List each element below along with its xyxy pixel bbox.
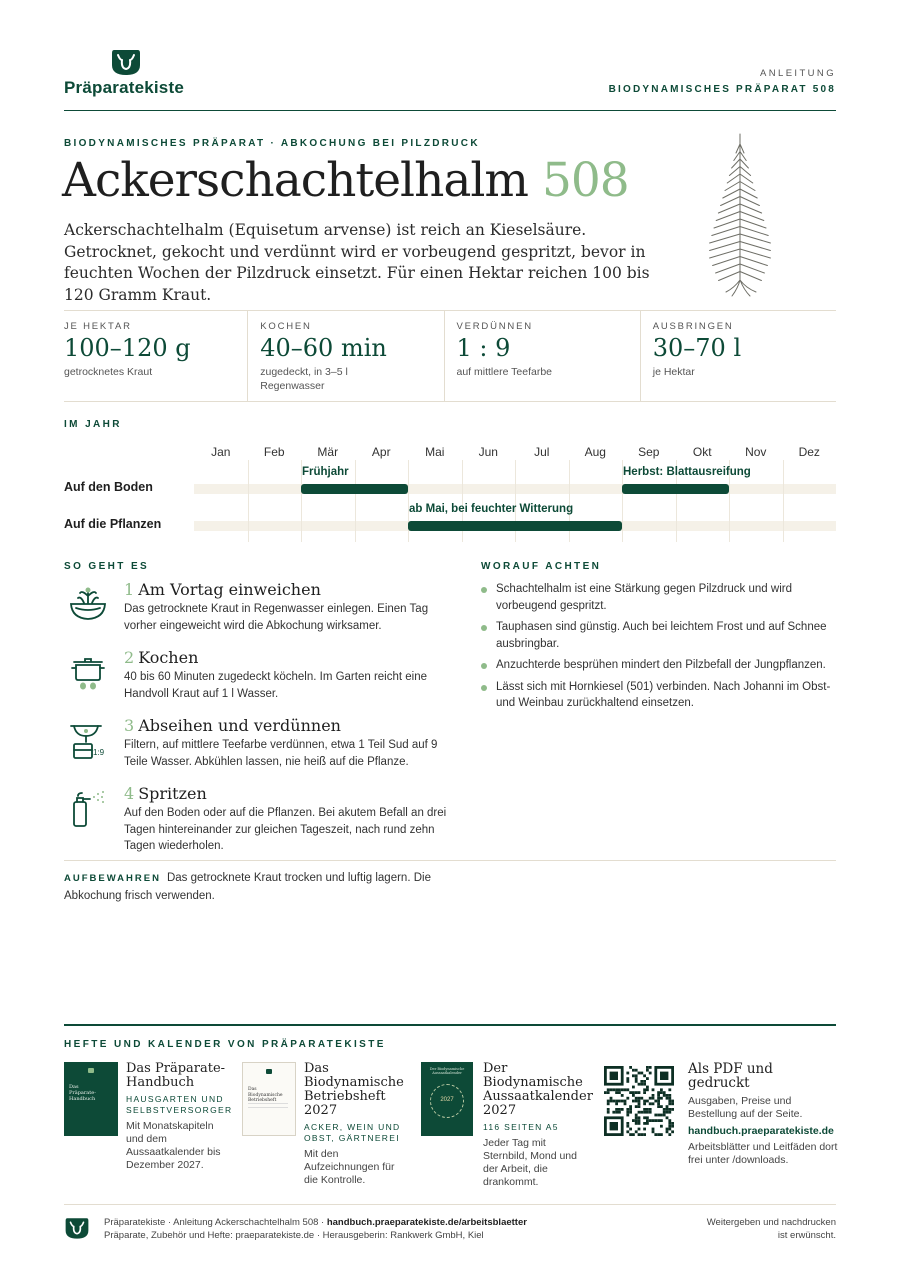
footer-right-line: Weitergeben und nachdrucken [706,1217,836,1228]
stat-note: auf mittlere Teefarbe [456,366,553,378]
calendar-month: Dez [798,445,820,459]
calendar-month: Jun [478,445,498,459]
note-item: Tauphasen sind günstig. Auch bei leichtem Frost und auf Schnee ausbringbar. [481,619,836,652]
calendar-month: Okt [692,445,712,459]
step-number: 3 [124,716,135,735]
storage-text: Das getrocknete Kraut trocken und luftig lagern. Die Abkochung frisch verwenden. [64,872,431,902]
aussaatkalender-cover [421,1062,473,1136]
qr-code-icon[interactable] [604,1066,674,1136]
stat-dilution [445,311,641,401]
betriebsheft-cover [242,1062,296,1136]
stat-label: AUSBRINGEN [652,321,734,332]
step-number: 2 [124,648,135,667]
brand-name: Präparatekiste [64,78,184,97]
year-calendar [64,440,836,550]
calendar-heading: IM JAHR [64,419,122,430]
calendar-month: Jan [211,445,231,459]
calendar-month: Jul [534,445,550,459]
step-item [64,716,454,770]
stat-label: KOCHEN [260,321,312,332]
footer-logo-icon [64,1216,90,1240]
step-title-text: Kochen [138,648,199,667]
title-kicker: BIODYNAMISCHES PRÄPARAT · ABKOCHUNG BEI PILZDRUCK [64,138,480,149]
storage-note [64,870,444,904]
handbook-cover [64,1062,118,1136]
product-subtitle: ACKER, WEIN UND OBST, GÄRTNEREI [304,1122,401,1143]
strainer-icon [68,720,108,760]
calendar-row-label: Auf den Boden [64,480,153,494]
stat-value: 40–60 min [260,334,387,362]
title-text: Ackerschachtelhalm [62,153,528,208]
footer-link[interactable]: handbuch.praeparatekiste.de/arbeitsblaetter [326,1217,527,1228]
step-title-text: Abseihen und verdünnen [138,716,341,735]
calendar-month: Nov [745,445,767,459]
pdf-title: Als PDF und gedruckt [688,1061,773,1091]
sprayer-icon [68,788,108,828]
stats-row [64,311,836,401]
cover-logo-icon [266,1069,272,1074]
step-title [124,648,454,667]
cover-title: Der Biodynamische Aussaatkalender [429,1067,465,1075]
step-item [64,648,454,702]
product-subtitle: 116 SEITEN A5 [483,1122,559,1132]
product-subtitle: HAUSGARTEN UND SELBSTVERSORGER [126,1094,233,1115]
calendar-month: Aug [584,445,606,459]
pdf-text: Arbeitsblätter und Leitfäden dort frei unter /downloads. [688,1141,838,1166]
footer-divider [64,1204,836,1205]
footer-info [104,1216,527,1242]
steps-list [64,580,454,869]
stat-note: je Hektar [652,366,695,378]
step-number: 1 [124,580,135,599]
calendar-period-label: Herbst: Blattausreifung [623,466,751,478]
stat-value: 100–120 g [64,334,191,362]
products-divider [64,1024,836,1026]
notes-list [481,581,836,717]
step-text: Das getrocknete Kraut in Regenwasser einlegen. Einen Tag vorher eingeweicht wird die Abkochung wirksamer. [124,603,429,632]
product-text: Mit Monatskapiteln und dem Aussaatkalender bis Dezember 2027. [126,1120,221,1171]
calendar-month: Apr [371,445,391,459]
horsetail-illustration [700,130,780,300]
cover-title: Das Präparate-Handbuch [69,1084,96,1102]
cover-title: Das Biodynamische Betriebsheft [248,1087,283,1103]
stat-per-hectare [64,311,248,401]
brand-logo [64,48,204,98]
pdf-text: Ausgaben, Preise und Bestellung auf der Seite. [688,1095,803,1120]
step-title-text: Am Vortag einweichen [138,580,321,599]
calendar-row-label: Auf die Pflanzen [64,517,162,531]
note-item: Anzuchterde besprühen mindert den Pilzbefall der Jungpflanzen. [481,657,836,674]
note-item: Schachtelhalm ist eine Stärkung gegen Pilzdruck und wird vorbeugend gespritzt. [481,581,836,614]
step-title-text: Spritzen [138,784,207,803]
step-text: 40 bis 60 Minuten zugedeckt köcheln. Im Garten reicht eine Handvoll Kraut auf 1 l Wasser. [124,671,428,700]
footer-line2: Präparate, Zubehör und Hefte: praeparatekiste.de · Herausgeberin: Rankwerk GmbH, Kiel [104,1230,484,1241]
ratio-label: 1:9 [93,748,105,757]
stat-label: VERDÜNNEN [456,321,533,332]
step-item [64,580,454,634]
bowl-icon [68,584,108,624]
stat-value: 30–70 l [652,334,742,362]
calendar-gridline [783,460,784,542]
footer-line1: Präparatekiste · Anleitung Ackerschachtelhalm 508 · [104,1217,327,1228]
products-heading: HEFTE UND KALENDER VON PRÄPARATEKISTE [64,1039,386,1050]
stat-note: getrocknetes Kraut [64,366,153,378]
stat-label: JE HEKTAR [64,321,132,332]
step-title [124,716,454,735]
stat-application [641,311,836,401]
calendar-period-bar [301,484,408,494]
steps-heading: SO GEHT ES [64,561,150,572]
calendar-month: Feb [263,445,285,459]
stat-cooking [248,311,444,401]
header-kicker: ANLEITUNG [760,68,836,79]
storage-label: AUFBEWAHREN [64,873,161,884]
page-title [62,153,629,208]
step-title [124,784,454,803]
product-title: Der Biodynamische Aussaatkalender 2027 [483,1061,593,1118]
calendar-period-label: ab Mai, bei feuchter Witterung [409,503,574,515]
calendar-gridline [248,460,249,542]
calendar-month: Mai [425,445,445,459]
product-title: Das Präparate-Handbuch [126,1061,226,1090]
cover-year: 2027 [440,1097,454,1103]
stats-bottom-divider [64,401,836,402]
stat-note: zugedeckt, in 3–5 l Regenwasser [260,366,348,392]
calendar-period-label: Frühjahr [302,466,349,478]
pot-icon [68,652,108,692]
cow-logo-icon [110,48,142,76]
footer-right-line: ist erwünscht. [777,1230,836,1241]
calendar-gridline [355,460,356,542]
step-text: Filtern, auf mittlere Teefarbe verdünnen, etwa 1 Teil Sud auf 9 Teile Wasser. Abkühlen lassen, nie heiß auf die Pflanze. [124,739,438,768]
title-number: 508 [541,153,629,208]
footer-note [707,1216,836,1242]
header-meta [609,68,836,95]
step-item [64,784,454,855]
calendar-period-bar [408,521,622,531]
calendar-period-bar [622,484,729,494]
step-title [124,580,454,599]
header-divider [64,110,836,111]
product-title: Das Biodynamische Betriebsheft 2027 [304,1061,404,1118]
product-text: Mit den Aufzeichnungen für die Kontrolle. [304,1148,395,1186]
storage-divider [64,860,836,861]
note-item: Lässt sich mit Hornkiesel (501) verbinden. Nach Johanni im Obst- und Weinbau zurückhaltend einsetzen. [481,679,836,712]
cover-logo-icon [88,1068,94,1073]
stat-value: 1 : 9 [456,334,511,362]
calendar-month: Mär [317,445,339,459]
product-text: Jeder Tag mit Sternbild, Mond und der Arbeit, die drankommt. [483,1137,577,1188]
calendar-month: Sep [638,445,660,459]
notes-heading: WORAUF ACHTEN [481,561,602,572]
intro-text: Ackerschachtelhalm (Equisetum arvense) ist reich an Kieselsäure. Getrocknet, gekocht und verdünnt wird er vorbeugend gespritzt, bevor in feuchten Wochen der Pilzdruck einsetzt. Für einen Hektar reichen 100 bis 120 Gramm Kraut. [64,221,650,304]
header-subtitle: BIODYNAMISCHES PRÄPARAT 508 [608,84,836,95]
pdf-link[interactable]: handbuch.praeparatekiste.de [688,1125,834,1137]
step-number: 4 [124,784,135,803]
step-text: Auf den Boden oder auf die Pflanzen. Bei akutem Befall an drei Tagen hintereinander zur gleichen Tageszeit, nach rund zehn Tagen wiederholen. [124,807,447,852]
